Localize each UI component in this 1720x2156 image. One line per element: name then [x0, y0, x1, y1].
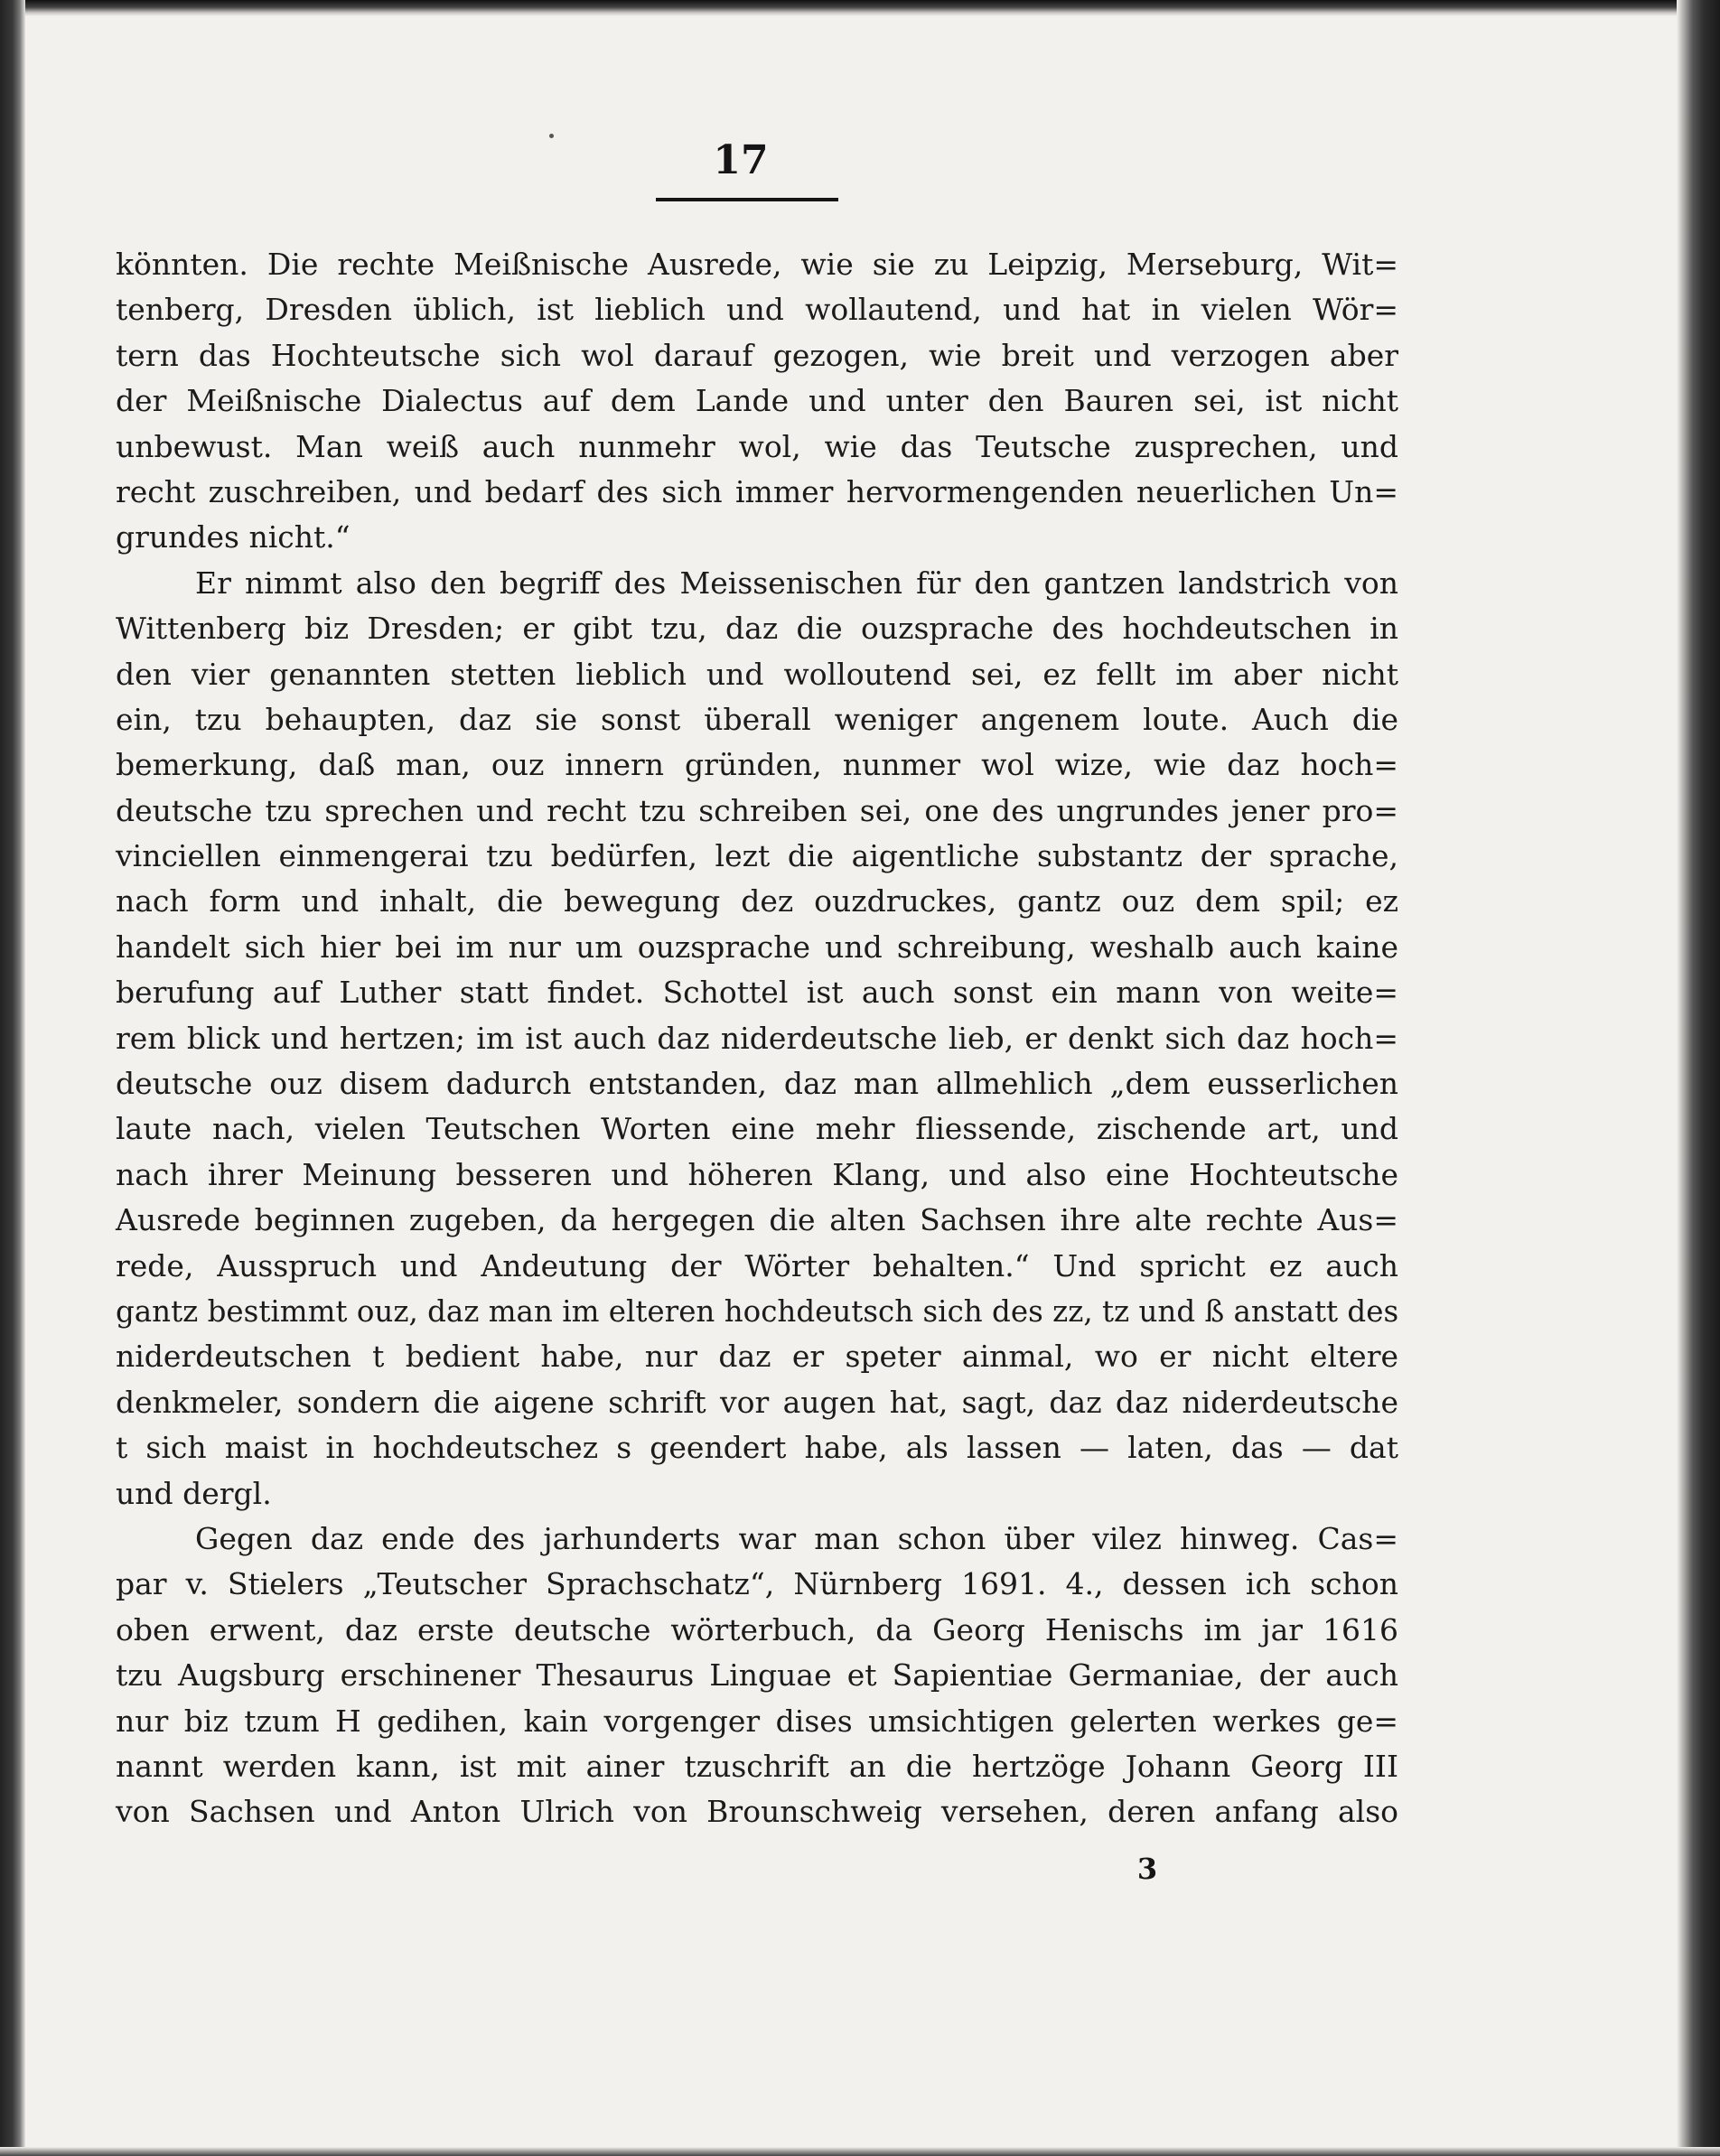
body-text: [116, 242, 1398, 1835]
page-edge-bottom: [0, 2147, 1720, 2156]
page-edge-top: [0, 0, 1720, 16]
text-line: tzu Augsburg erschinener Thesaurus Linguae et Sapientiae Germaniae, der auch: [116, 1657, 1398, 1694]
text-line: könnten. Die rechte Meißnische Ausrede, wie sie zu Leipzig, Merseburg, Wit=: [116, 247, 1398, 282]
page-edge-right: [1677, 0, 1720, 2156]
text-line: tenberg, Dresden üblich, ist lieblich und wollautend, und hat in vielen Wör=: [116, 292, 1398, 328]
text-line: Wittenberg biz Dresden; er gibt tzu, daz die ouzsprache des hochdeutschen in: [116, 611, 1398, 647]
text-line: nannt werden kann, ist mit ainer tzuschrift an die hertzöge Johann Georg III: [116, 1748, 1398, 1784]
text-line: und dergl.: [116, 1475, 272, 1511]
text-line: handelt sich hier bei im nur um ouzsprache und schreibung, weshalb auch kaine: [116, 929, 1398, 965]
text-line: von Sachsen und Anton Ulrich von Brounschweig versehen, deren anfang also: [116, 1794, 1398, 1830]
text-line: nach ihrer Meinung besseren und höheren Klang, und also eine Hochteutsche: [116, 1156, 1398, 1192]
text-line: denkmeler, sondern die aigene schrift vor augen hat, sagt, daz daz niderdeutsche: [116, 1384, 1398, 1420]
signature-mark: 3: [1136, 1852, 1158, 1886]
text-line: oben erwent, daz erste deutsche wörterbuch, da Georg Henischs im jar 1616: [116, 1611, 1398, 1647]
text-line: deutsche tzu sprechen und recht tzu schreiben sei, one des ungrundes jener pro=: [116, 792, 1398, 828]
ink-speck: [549, 134, 554, 138]
text-line: par v. Stielers „Teutscher Sprachschatz“, Nürnberg 1691. 4., dessen ich schon: [116, 1566, 1398, 1602]
text-line: laute nach, vielen Teutschen Worten eine mehr fliessende, zischende art, und: [116, 1111, 1398, 1147]
text-line: den vier genannten stetten lieblich und wolloutend sei, ez fellt im aber nicht: [116, 656, 1398, 692]
text-line: gantz bestimmt ouz, daz man im elteren hochdeutsch sich des zz, tz und ß anstatt des: [116, 1293, 1399, 1329]
text-line: rede, Ausspruch und Andeutung der Wörter behalten.“ Und spricht ez auch: [116, 1247, 1398, 1283]
text-line: ein, tzu behaupten, daz sie sonst überall weniger angenem loute. Auch die: [116, 701, 1398, 737]
text-line: Ausrede beginnen zugeben, da hergegen die alten Sachsen ihre alte rechte Aus=: [116, 1202, 1398, 1238]
text-line: grundes nicht.“: [116, 519, 351, 555]
text-line: bemerkung, daß man, ouz innern gründen, nunmer wol wize, wie daz hoch=: [116, 747, 1398, 783]
header-rule: [656, 198, 838, 201]
text-line: berufung auf Luther statt findet. Schottel ist auch sonst ein mann von weite=: [116, 975, 1398, 1011]
text-line: nur biz tzum H gedihen, kain vorgenger dises umsichtigen gelerten werkes ge=: [116, 1703, 1398, 1739]
text-line: deutsche ouz disem dadurch entstanden, daz man allmehlich „dem eusserlichen: [116, 1066, 1398, 1102]
text-line: niderdeutschen t bedient habe, nur daz er speter ainmal, wo er nicht eltere: [116, 1339, 1398, 1375]
paragraph-start-line: Gegen daz ende des jarhunderts war man schon über vilez hinweg. Cas=: [195, 1520, 1398, 1556]
text-line: tern das Hochteutsche sich wol darauf gezogen, wie breit und verzogen aber: [116, 337, 1398, 373]
text-line: rem blick und hertzen; im ist auch daz niderdeutsche lieb, er denkt sich daz hoch=: [116, 1020, 1398, 1056]
text-line: nach form und inhalt, die bewegung dez ouzdruckes, gantz ouz dem spil; ez: [116, 883, 1398, 919]
text-line: unbewust. Man weiß auch nunmehr wol, wie das Teutsche zusprechen, und: [116, 428, 1398, 464]
text-line: der Meißnische Dialectus auf dem Lande und unter den Bauren sei, ist nicht: [116, 383, 1398, 419]
page-number: 17: [713, 137, 769, 183]
text-line: t sich maist in hochdeutschez s geendert habe, als lassen — laten, das — dat: [116, 1430, 1398, 1466]
text-line: recht zuschreiben, und bedarf des sich immer hervormengenden neuerlichen Un=: [116, 473, 1398, 509]
page-edge-left: [0, 0, 25, 2156]
paragraph-start-line: Er nimmt also den begriff des Meissenischen für den gantzen landstrich von: [195, 565, 1398, 601]
text-line: vinciellen einmengerai tzu bedürfen, lezt die aigentliche substantz der sprache,: [116, 838, 1398, 874]
